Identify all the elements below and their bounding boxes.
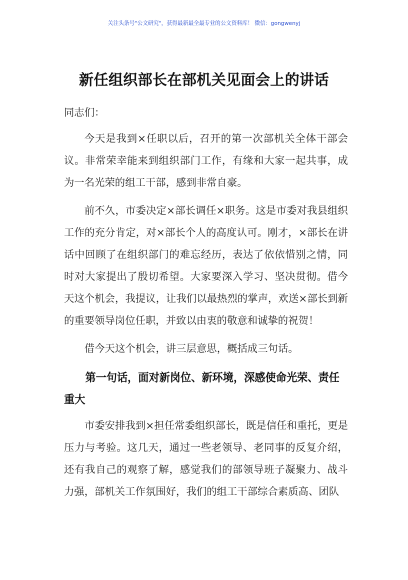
paragraph-farewell: 前不久，市委决定×部长调任×职务。这是市委对我县组织工作的充分肯定，对×部长个人的高度认可。刚才，×部长在讲话中回顾了在组织部门的难忘经历，表达了依依惜别之情，同时对大家提出了殷切希望。大家要深入学习、坚决贯彻。借今天这个机会，我提议，让我们以最热烈的掌声，欢送×部长到新的重要领导岗位任职，并致以由衷的敬意和诚挚的祝贺！ — [64, 206, 348, 327]
document-body — [64, 103, 348, 510]
section-heading: 第一句话，面对新岗位、新环境，深感使命光荣、责任重大 — [64, 372, 340, 406]
salutation: 同志们： — [64, 108, 105, 119]
document-title: 新任组织部长在部机关见面会上的讲话 — [79, 73, 329, 89]
paragraph-section-one: 市委安排我到×担任常委组织部长，既是信任和重托，更是压力与考验。这几天，通过一些老领导、老同事的反复介绍，还有我自己的观察了解，感觉我们的部领导班子凝聚力、战斗力强，部机关工作氛围好，我们的组工干部综合素质高、团队 — [64, 421, 348, 498]
header-promo-note: 关注头条号"公文研究"，获得最新最全最专业的公文资料库！ 微信：gongwenyj — [107, 21, 301, 27]
paragraph-opening: 今天是我到×任职以后，召开的第一次部机关全体干部会议。非常荣幸能来到组织部门工作，有缘和大家一起共事，成为一名光荣的组工干部，感到非常自豪。 — [64, 134, 348, 189]
paragraph-outline: 借今天这个机会，讲三层意思，概括成三句话。 — [84, 344, 299, 355]
